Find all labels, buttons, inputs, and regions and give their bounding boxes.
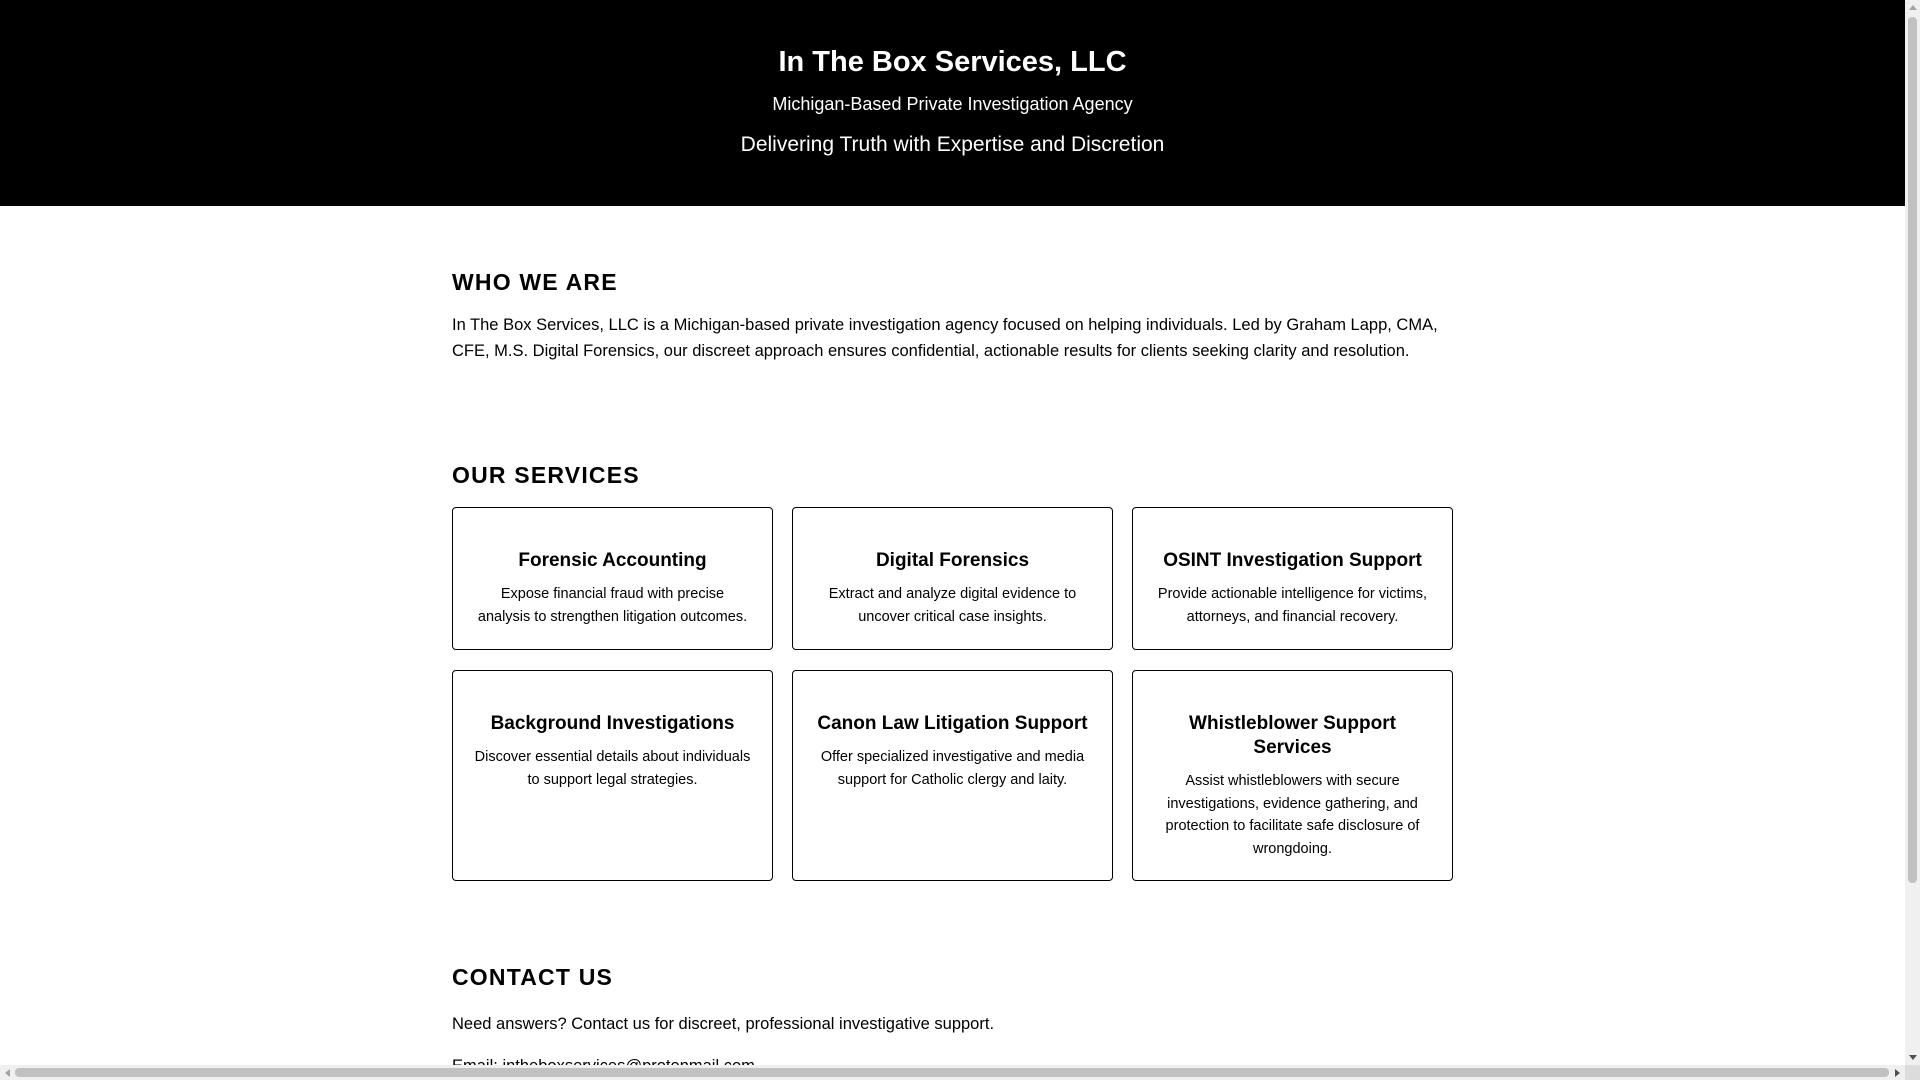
services-section — [452, 364, 1454, 881]
service-description: Assist whistleblowers with secure investigations, evidence gathering, and protection to facilitate safe disclosure of wrongdoing. — [1165, 773, 1420, 857]
scroll-up-arrow-icon[interactable] — [1905, 0, 1920, 15]
contact-heading: CONTACT US — [452, 964, 614, 990]
scroll-down-arrow-icon[interactable] — [1905, 1050, 1920, 1065]
service-card-canon-law — [792, 670, 1113, 881]
service-title: Whistleblower Support Services — [1189, 713, 1396, 758]
scrollbar-corner — [1905, 1065, 1920, 1080]
horizontal-scrollbar[interactable] — [0, 1065, 1905, 1080]
service-title: OSINT Investigation Support — [1163, 550, 1422, 571]
service-title: Background Investigations — [490, 713, 735, 734]
service-title: Canon Law Litigation Support — [817, 713, 1088, 734]
service-title: Digital Forensics — [875, 550, 1030, 571]
site-header — [0, 0, 1905, 206]
service-description: Expose financial fraud with precise analysis to strengthen litigation outcomes. — [477, 586, 748, 625]
service-card-digital-forensics — [792, 507, 1113, 650]
scroll-right-arrow-icon[interactable] — [1890, 1065, 1905, 1080]
scroll-left-arrow-icon[interactable] — [0, 1065, 15, 1080]
services-grid — [452, 507, 1454, 881]
vertical-scrollbar[interactable] — [1905, 0, 1920, 1065]
service-card-forensic-accounting — [452, 507, 773, 650]
contact-section — [452, 881, 1454, 1077]
site-slogan: Delivering Truth with Expertise and Discretion — [740, 133, 1165, 156]
services-heading: OUR SERVICES — [452, 462, 640, 488]
service-description: Provide actionable intelligence for victims, attorneys, and financial recovery. — [1157, 586, 1428, 625]
vertical-scroll-thumb[interactable] — [1908, 17, 1917, 883]
service-card-whistleblower — [1132, 670, 1453, 881]
contact-text: Need answers? Contact us for discreet, professional investigative support. — [452, 1015, 995, 1033]
service-description: Extract and analyze digital evidence to uncover critical case insights. — [828, 586, 1077, 625]
site-title: In The Box Services, LLC — [778, 46, 1127, 78]
service-card-osint — [1132, 507, 1453, 650]
service-description: Discover essential details about individuals to support legal strategies. — [474, 749, 751, 788]
service-card-background-investigations — [452, 670, 773, 881]
site-tagline: Michigan-Based Private Investigation Agency — [772, 94, 1133, 114]
service-title: Forensic Accounting — [518, 550, 707, 571]
service-description: Offer specialized investigative and media support for Catholic clergy and laity. — [820, 749, 1085, 788]
main-content — [451, 206, 1454, 1077]
about-section — [452, 206, 1454, 364]
about-text: In The Box Services, LLC is a Michigan-based private investigation agency focused on helping individuals. Led by Graham Lapp, CMA, CFE, M.S. Digital Forensics, our discreet approach ensures confidential, actionable results for clients seeking clarity and resolution. — [452, 316, 1438, 360]
about-heading: WHO WE ARE — [452, 269, 618, 295]
horizontal-scroll-thumb[interactable] — [15, 1068, 1889, 1077]
